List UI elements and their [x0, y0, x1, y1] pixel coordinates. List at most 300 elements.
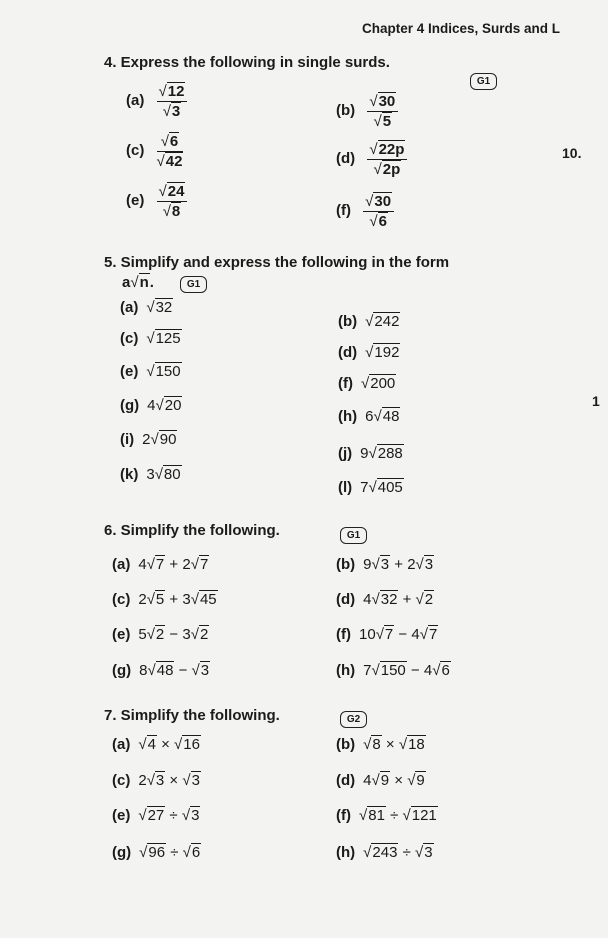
radicand: 7	[155, 556, 165, 573]
radicand: 6	[441, 662, 450, 679]
item-label: (f)	[336, 202, 351, 220]
q5-item-f	[338, 376, 396, 391]
radicand: 96	[148, 844, 166, 861]
radicand: 7	[384, 626, 394, 643]
radicand: 243	[372, 844, 398, 861]
expression	[147, 398, 182, 413]
expression	[138, 627, 209, 642]
coefficient: 9	[363, 556, 372, 573]
coefficient: 3	[182, 626, 191, 643]
q4-item-e	[126, 184, 187, 219]
item-label: (b)	[336, 736, 356, 753]
radicand: 3	[191, 807, 200, 824]
radicand: 4	[147, 736, 156, 753]
operator: +	[398, 591, 416, 608]
form-n: n	[139, 274, 149, 291]
item-label: (h)	[336, 844, 356, 861]
item-label: (f)	[336, 807, 351, 824]
expression	[363, 557, 434, 572]
surd	[138, 592, 165, 607]
radical-sign: √	[361, 375, 370, 392]
chapter-header: Chapter 4 Indices, Surds and L	[362, 21, 561, 36]
q7-item-f	[336, 808, 438, 823]
radical-sign: √	[174, 736, 183, 753]
radicand: 5	[155, 591, 165, 608]
item-label: (f)	[336, 626, 351, 643]
q5-item-a	[120, 300, 173, 315]
operator: +	[165, 556, 183, 573]
surd	[142, 432, 177, 447]
radical-sign: √	[138, 736, 147, 753]
numerator: 22p	[378, 141, 405, 158]
surd	[407, 557, 434, 572]
radicand: 18	[408, 736, 425, 753]
numerator: 12	[167, 83, 185, 100]
radicand: 3	[424, 844, 433, 861]
expression	[138, 773, 201, 788]
coefficient: 6	[365, 408, 374, 425]
q4-item-f	[336, 194, 394, 229]
fraction: $\frac{√6}{√42}$	[156, 133, 183, 170]
item-label: (a)	[112, 736, 131, 753]
surd	[416, 592, 435, 607]
surd	[138, 808, 165, 823]
surd	[363, 737, 382, 752]
surd	[399, 737, 426, 752]
fraction: $\frac{√24}{√8}$	[157, 184, 188, 219]
radicand: 200	[370, 375, 396, 392]
question-4-title: 4. Express the following in single surds.	[104, 54, 390, 71]
form-dot: .	[149, 274, 154, 291]
expression	[138, 557, 209, 572]
radical-sign: √	[146, 330, 155, 347]
item-label: (b)	[336, 102, 356, 120]
radicand: 125	[155, 330, 181, 347]
q7-item-h	[336, 845, 434, 860]
expression	[363, 773, 426, 788]
surd	[174, 737, 201, 752]
q6-item-f	[336, 627, 438, 642]
surd	[363, 845, 398, 860]
surd	[138, 627, 165, 642]
operator: ÷	[385, 807, 403, 824]
radicand: 16	[183, 736, 200, 753]
radicand: 81	[368, 807, 385, 824]
surd	[182, 627, 209, 642]
surd	[139, 845, 166, 860]
expression	[138, 592, 217, 607]
radicand: 9	[380, 772, 390, 789]
surd	[415, 845, 434, 860]
radical-sign: √	[415, 591, 424, 608]
item-label: (c)	[112, 591, 131, 608]
operator: +	[390, 556, 408, 573]
operator: −	[165, 626, 183, 643]
q5-item-i	[120, 432, 177, 447]
item-label: (g)	[112, 844, 132, 861]
fraction: $\frac{√30}{√5}$	[367, 94, 398, 129]
q6-item-e	[112, 627, 209, 642]
item-label: (c)	[126, 142, 145, 160]
radicand: 27	[147, 807, 165, 824]
operator: −	[406, 662, 424, 679]
q7-item-e	[112, 808, 200, 823]
q5-item-l	[338, 480, 404, 495]
radicand: 3	[155, 772, 165, 789]
surd	[365, 409, 400, 424]
expression	[139, 845, 201, 860]
item-label: (c)	[112, 772, 131, 789]
radical-sign: √	[365, 313, 374, 330]
radical-sign: √	[415, 556, 424, 573]
q6-item-a	[112, 557, 209, 572]
item-label: (e)	[112, 626, 131, 643]
q7-item-d	[336, 773, 426, 788]
radical-sign: √	[359, 807, 368, 824]
radical-sign: √	[155, 397, 164, 414]
item-label: (g)	[112, 662, 132, 679]
surd	[360, 446, 404, 461]
radicand: 121	[411, 807, 437, 824]
radical-sign: √	[402, 807, 411, 824]
level-badge-q7: G2	[340, 711, 367, 728]
side-number-10: 10.	[562, 145, 582, 161]
denominator: 8	[171, 203, 181, 220]
item-label: (a)	[120, 299, 139, 316]
radical-sign: √	[139, 844, 148, 861]
expression	[363, 663, 451, 678]
operator: +	[165, 591, 183, 608]
radical-sign: √	[154, 466, 163, 483]
surd	[138, 557, 165, 572]
denominator: 42	[165, 153, 183, 170]
expression	[359, 627, 438, 642]
surd	[360, 480, 404, 495]
expression	[146, 300, 173, 315]
expression	[138, 808, 200, 823]
item-label: (a)	[126, 92, 145, 110]
radical-sign: √	[146, 626, 155, 643]
operator: −	[394, 626, 412, 643]
radical-sign: √	[146, 299, 155, 316]
surd	[146, 364, 181, 379]
item-label: (e)	[126, 192, 145, 210]
coefficient: 4	[363, 591, 372, 608]
item-label: (f)	[338, 375, 353, 392]
q6-item-c	[112, 592, 218, 607]
operator: ÷	[166, 844, 183, 861]
radical-sign: √	[371, 556, 380, 573]
radical-sign: √	[190, 626, 199, 643]
item-label: (d)	[336, 591, 356, 608]
radicand: 45	[199, 591, 217, 608]
item-label: (k)	[120, 466, 139, 483]
radical-sign: √	[398, 736, 408, 753]
numerator: 6	[169, 133, 179, 150]
coefficient: 2	[407, 556, 416, 573]
radical-sign: √	[371, 772, 380, 789]
item-label: (b)	[336, 556, 356, 573]
coefficient: 3	[146, 466, 155, 483]
surd	[424, 663, 451, 678]
surd	[411, 627, 438, 642]
surd	[407, 773, 426, 788]
q5-item-h	[338, 409, 400, 424]
fraction: $\frac{√30}{√6}$	[363, 194, 394, 229]
numerator: 24	[167, 183, 185, 200]
form-a: a	[122, 274, 131, 291]
radical-sign: √	[182, 772, 191, 789]
radical-sign: √	[147, 662, 156, 679]
item-label: (g)	[120, 397, 140, 414]
q5-item-g	[120, 398, 182, 413]
radicand: 3	[200, 662, 210, 679]
radicand: 3	[380, 556, 390, 573]
radicand: 32	[380, 591, 398, 608]
fraction: $\frac{√22p}{√2p}$	[367, 142, 407, 177]
q4-item-a	[126, 84, 187, 119]
radical-sign: √	[191, 662, 200, 679]
radical-sign: √	[363, 844, 372, 861]
coefficient: 4	[147, 397, 156, 414]
radicand: 288	[377, 445, 403, 462]
level-badge-q5: G1	[180, 276, 207, 293]
expression	[363, 737, 426, 752]
surd	[146, 300, 173, 315]
denominator: 3	[171, 103, 181, 120]
item-label: (i)	[120, 431, 135, 448]
radical-sign: √	[419, 626, 428, 643]
surd	[363, 773, 390, 788]
coefficient: 2	[138, 591, 147, 608]
q5-item-d	[338, 345, 400, 360]
surd	[359, 808, 386, 823]
radicand: 9	[416, 772, 425, 789]
operator: ×	[156, 736, 175, 753]
surd	[182, 557, 209, 572]
coefficient: 2	[142, 431, 151, 448]
surd	[192, 663, 211, 678]
side-number-1: 1	[592, 393, 600, 409]
surd	[138, 737, 157, 752]
coefficient: 4	[138, 556, 147, 573]
radical-sign: √	[415, 844, 424, 861]
coefficient: 2	[182, 556, 191, 573]
surd	[182, 773, 201, 788]
radical-sign: √	[432, 662, 441, 679]
radical-sign: √	[373, 408, 382, 425]
denominator: 5	[382, 113, 392, 130]
operator: ×	[390, 772, 408, 789]
radicand: 3	[191, 772, 200, 789]
operator: −	[174, 662, 192, 679]
coefficient: 9	[360, 445, 369, 462]
level-badge-q4: G1	[470, 73, 497, 90]
q7-item-g	[112, 845, 201, 860]
item-label: (h)	[336, 662, 356, 679]
question-5-form	[122, 274, 154, 291]
expression	[142, 432, 177, 447]
item-label: (a)	[112, 556, 131, 573]
item-label: (j)	[338, 445, 353, 462]
coefficient: 7	[360, 479, 369, 496]
radicand: 90	[159, 431, 177, 448]
radical-sign: √	[407, 772, 416, 789]
radicand: 405	[377, 479, 403, 496]
radicand: 8	[372, 736, 381, 753]
item-label: (e)	[112, 807, 131, 824]
radical-sign: √	[146, 556, 155, 573]
operator: ÷	[165, 807, 182, 824]
radical-sign: √	[182, 844, 191, 861]
radicand: 192	[374, 344, 400, 361]
coefficient: 5	[138, 626, 147, 643]
q5-item-k	[120, 467, 182, 482]
expression	[363, 592, 434, 607]
coefficient: 2	[138, 772, 147, 789]
surd	[365, 345, 400, 360]
coefficient: 8	[139, 662, 148, 679]
surd	[182, 592, 217, 607]
radical-sign: √	[368, 479, 377, 496]
radical-sign: √	[146, 772, 155, 789]
radicand: 80	[163, 466, 181, 483]
radicand: 2	[424, 591, 434, 608]
radicand: 7	[199, 556, 209, 573]
radicand: 150	[380, 662, 406, 679]
radical-sign: √	[190, 591, 199, 608]
radicand: 2	[155, 626, 165, 643]
question-6-title: 6. Simplify the following.	[104, 522, 280, 539]
q6-item-g	[112, 663, 210, 678]
question-5-title: 5. Simplify and express the following in the form	[104, 254, 450, 271]
radical-sign: √	[375, 626, 384, 643]
radicand: 7	[428, 626, 438, 643]
radical-sign: √	[371, 662, 380, 679]
surd	[363, 663, 407, 678]
surd	[361, 376, 396, 391]
radicand: 48	[382, 408, 400, 425]
radicand: 150	[155, 363, 181, 380]
q5-item-b	[338, 314, 400, 329]
denominator: 2p	[382, 161, 401, 178]
fraction: $\frac{√12}{√3}$	[157, 84, 188, 119]
item-label: (b)	[338, 313, 358, 330]
expression	[365, 314, 400, 329]
surd	[363, 557, 390, 572]
radicand: 242	[374, 313, 400, 330]
expression	[359, 808, 438, 823]
q6-item-h	[336, 663, 451, 678]
surd	[183, 845, 202, 860]
item-label: (d)	[336, 150, 356, 168]
question-7-title: 7. Simplify the following.	[104, 707, 280, 724]
surd	[146, 331, 181, 346]
radical-sign: √	[138, 807, 147, 824]
radical-sign: √	[146, 591, 155, 608]
radical-sign: √	[371, 591, 380, 608]
numerator: 30	[378, 93, 396, 110]
expression	[146, 467, 181, 482]
operator: ÷	[398, 844, 415, 861]
surd	[182, 808, 201, 823]
operator: ×	[165, 772, 183, 789]
q6-item-b	[336, 557, 434, 572]
item-label: (d)	[338, 344, 358, 361]
expression	[361, 376, 396, 391]
q5-item-j	[338, 446, 404, 461]
radicand: 20	[164, 397, 182, 414]
surd	[363, 592, 398, 607]
radicand: 6	[191, 844, 201, 861]
q7-item-b	[336, 737, 426, 752]
radical-sign: √	[190, 556, 199, 573]
coefficient: 10	[359, 626, 376, 643]
expression	[363, 845, 433, 860]
radical-sign: √	[181, 807, 191, 824]
numerator: 30	[374, 193, 392, 210]
form-sqrt: √n	[130, 274, 149, 291]
coefficient: 4	[363, 772, 372, 789]
expression	[146, 331, 181, 346]
q4-item-c	[126, 134, 183, 169]
surd	[139, 663, 174, 678]
denominator: 6	[378, 213, 387, 230]
expression	[365, 345, 400, 360]
radical-sign: √	[146, 363, 155, 380]
q7-item-c	[112, 773, 201, 788]
q5-item-c	[120, 331, 182, 346]
radical-sign: √	[363, 736, 372, 753]
expression	[138, 737, 201, 752]
q5-item-e	[120, 364, 182, 379]
expression	[365, 409, 400, 424]
coefficient: 4	[423, 662, 433, 679]
item-label: (d)	[336, 772, 356, 789]
radicand: 3	[424, 556, 434, 573]
surd	[146, 467, 181, 482]
q7-item-a	[112, 737, 201, 752]
surd	[359, 627, 394, 642]
item-label: (l)	[338, 479, 353, 496]
item-label: (c)	[120, 330, 139, 347]
radicand: 2	[199, 626, 209, 643]
surd	[138, 773, 165, 788]
expression	[360, 480, 404, 495]
expression	[139, 663, 210, 678]
coefficient: 4	[411, 626, 420, 643]
operator: ×	[381, 736, 399, 753]
radical-sign: √	[365, 344, 374, 361]
expression	[146, 364, 181, 379]
q4-item-d	[336, 142, 407, 177]
radical-sign: √	[150, 431, 159, 448]
radicand: 32	[155, 299, 173, 316]
coefficient: 3	[182, 591, 191, 608]
q4-item-b	[336, 94, 398, 129]
item-label: (h)	[338, 408, 358, 425]
surd	[147, 398, 182, 413]
level-badge-q6: G1	[340, 527, 367, 544]
surd	[365, 314, 400, 329]
surd	[403, 808, 438, 823]
item-label: (e)	[120, 363, 139, 380]
coefficient: 7	[363, 662, 372, 679]
expression	[360, 446, 404, 461]
radical-sign: √	[368, 445, 377, 462]
q6-item-d	[336, 592, 434, 607]
radicand: 48	[156, 662, 174, 679]
